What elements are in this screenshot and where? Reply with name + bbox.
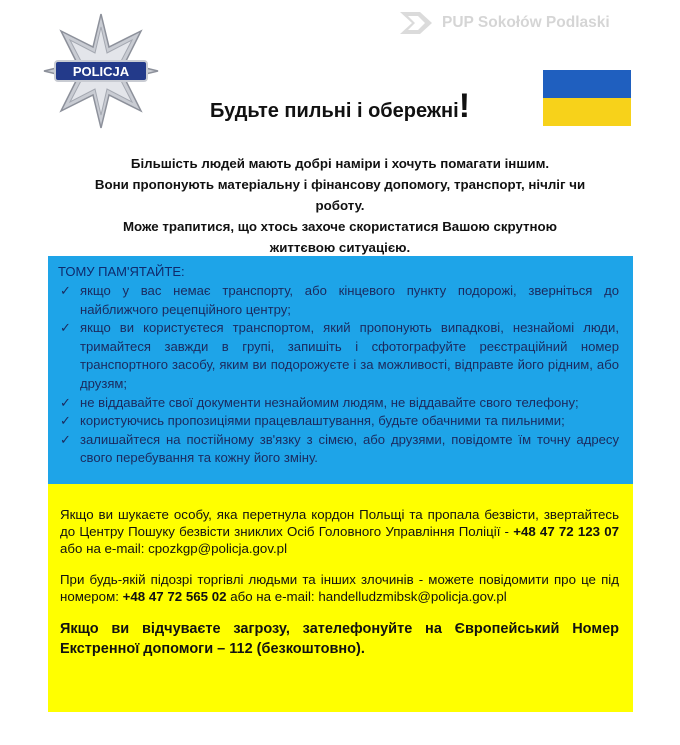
missing-person-phone: +48 47 72 123 07 <box>513 524 620 539</box>
page-title <box>0 87 680 125</box>
watermark-text: PUP Sokołów Podlaski <box>442 14 610 31</box>
intro-line: Більшість людей мають добрі наміри і хочуть помагати іншим. <box>130 156 550 171</box>
checkmark-icon: ✓ <box>60 413 71 429</box>
title-text: Будьте пильні і обережні <box>209 100 459 122</box>
list-item: ✓ залишайтеся на постійному зв'язку з сімєю, або друзями, повідомте їм точну адресу свого перебування та кожну його зміну. <box>60 431 619 466</box>
missing-person-paragraph: Якщо ви шукаєте особу, яка перетнула кордон Польщі та пропала безвісти, звертайтесь до Центру Пошуку безвісти зниклих Осіб Головного Управління Поліції - +48 47 72 123 07 або на e-mail: cpozkgp@policja.gov.pl <box>60 507 620 556</box>
emergency-notice: Якщо ви відчуваєте загрозу, зателефонуйте на Європейський Номер Екстренної допомоги – 112 (безкоштовно). <box>60 621 619 657</box>
contact-panel <box>48 484 633 712</box>
list-item: ✓ не віддавайте свої документи незнайомим людям, не віддавайте свого телефону; <box>58 394 619 413</box>
pup-logo-icon <box>398 10 434 36</box>
trafficking-phone: +48 47 72 565 02 <box>122 589 227 604</box>
watermark <box>398 8 674 38</box>
checkmark-icon: ✓ <box>60 394 71 410</box>
missing-person-email[interactable]: cpozkgp@policja.gov.pl <box>148 541 288 556</box>
logo-text: POLICJA <box>72 64 130 79</box>
list-item: ✓ якщо ви користуєтеся транспортом, який пропонують випадкові, незнайомі люди, тримайтеся завжди в групі, запишіть і сфотографуйте реєстраційний номер транспортного засобу, яким ви подорожуєте і за можливості, відправте його рідним, або друзям; <box>60 320 619 391</box>
remember-list <box>58 282 619 468</box>
title-exclamation: ! <box>458 87 471 125</box>
intro-line: Може трапитися, що хтось захоче скористатися Вашою скрутною життєвою ситуацією. <box>122 219 558 255</box>
list-item: ✓ якщо у вас немає транспорту, або кінцевого пункту подорожі, зверніться до найближчого рецепційного центру; <box>60 283 619 317</box>
trafficking-email[interactable]: handelludzmibsk@policja.gov.pl <box>318 589 507 604</box>
checkmark-icon: ✓ <box>60 431 71 447</box>
checkmark-icon: ✓ <box>60 283 71 298</box>
trafficking-paragraph: При будь-якій підозрі торгівлі людьми та інших злочинів - можете повідомити про це під номером: +48 47 72 565 02 або на e-mail: handelludzmibsk@policja.gov.pl <box>60 572 619 604</box>
intro-text <box>90 153 590 258</box>
checkmark-icon: ✓ <box>60 320 71 336</box>
remember-heading: ТОМУ ПАМ'ЯТАЙТЕ: <box>58 264 185 279</box>
remember-panel <box>48 256 633 484</box>
list-item: ✓ користуючись пропозиціями працевлаштування, будьте обачними та пильними; <box>58 412 619 431</box>
intro-line: Вони пропонують матеріальну і фінансову допомогу, транспорт, нічліг чи роботу. <box>94 177 586 213</box>
